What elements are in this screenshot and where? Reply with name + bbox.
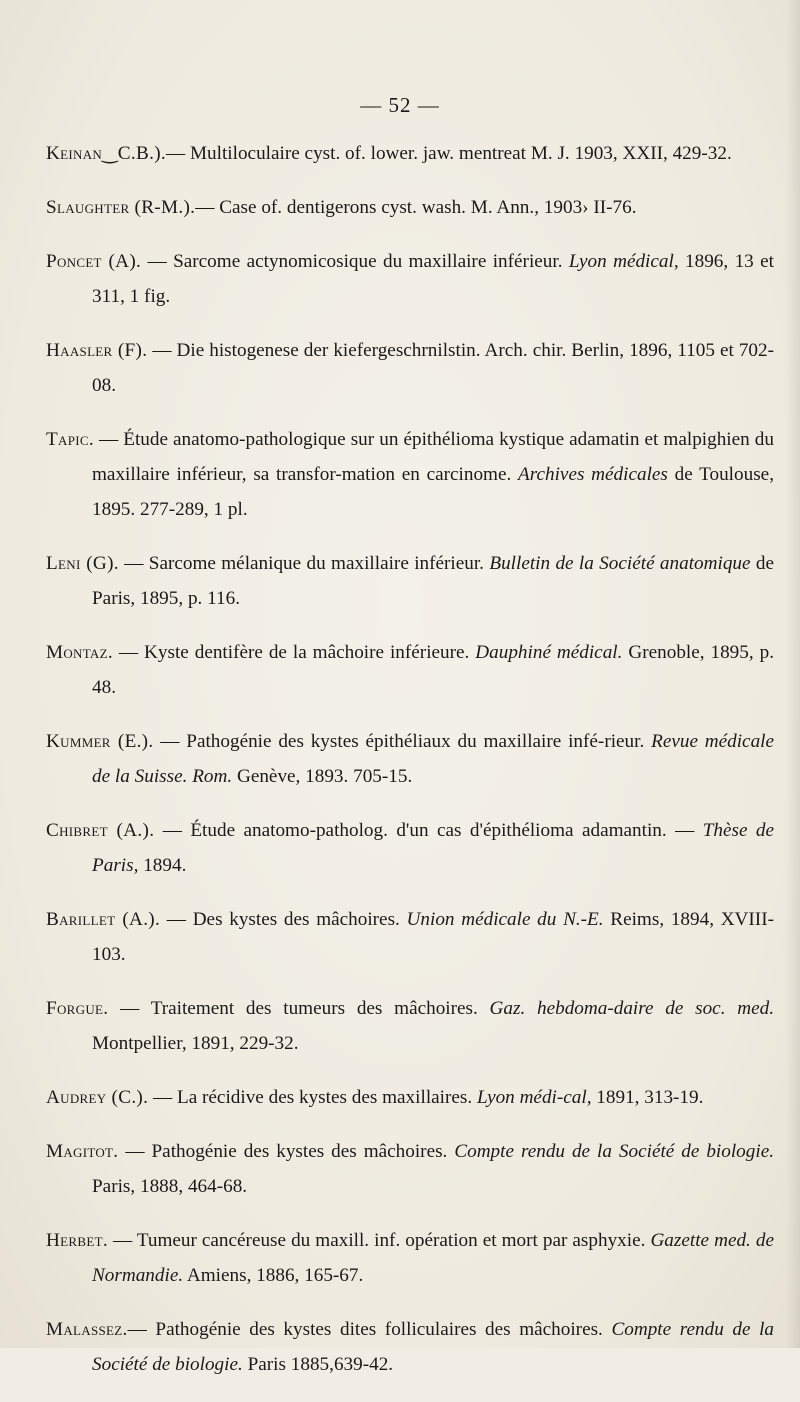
bibliography-entry xyxy=(46,191,774,226)
entry-author: Forgue. xyxy=(46,998,109,1020)
entry-journal: Dauphiné médical. xyxy=(475,642,623,664)
entry-author: Montaz. xyxy=(46,642,113,664)
bibliography-entry xyxy=(46,1224,774,1294)
entry-author: Leni (G). xyxy=(46,553,119,575)
entry-details: de Toulouse, 1895. 277-289, 1 pl. xyxy=(92,464,774,521)
bibliography-entry xyxy=(46,1135,774,1205)
entry-text: — La récidive des kystes des maxillaires. xyxy=(148,1087,477,1109)
page-number: — 52 — xyxy=(360,93,440,117)
entry-text: — Sarcome mélanique du maxillaire inférieur. xyxy=(118,553,490,575)
entry-text: — Des kystes des mâchoires. xyxy=(160,909,407,931)
entry-details: Paris, 1888, 464-68. xyxy=(92,1176,248,1198)
entry-details: de Paris, 1895, p. 116. xyxy=(92,553,774,610)
entry-author: Tapic. xyxy=(46,429,94,451)
entry-text: — Traitement des tumeurs des mâchoires. xyxy=(108,998,490,1020)
entry-journal: Compte rendu de la Société de biologie. xyxy=(454,1141,775,1163)
entry-details: 1894. xyxy=(138,855,187,877)
bibliography-entry xyxy=(46,636,774,706)
entry-author: Slaughter (R-M.). xyxy=(46,197,196,219)
bibliography-entry xyxy=(46,1081,774,1116)
entry-details: Paris 1885,639-42. xyxy=(242,1354,394,1376)
entry-author: Keinan‿C.B.). xyxy=(46,143,166,165)
entry-details: Montpellier, 1891, 229-32. xyxy=(92,1033,299,1055)
entry-journal: Gaz. hebdoma-daire de soc. med. xyxy=(489,998,774,1020)
entry-author: Audrey (C.). xyxy=(46,1087,149,1109)
entry-journal: Union médicale du N.-E. xyxy=(406,909,604,931)
entry-author: Malassez. xyxy=(46,1319,128,1341)
entry-details: Grenoble, 1895, p. 48. xyxy=(92,642,774,699)
bibliography-list xyxy=(46,118,774,1402)
entry-details: 1896, 13 et 311, 1 fig. xyxy=(92,251,774,308)
entry-text: — Étude anatomo-patholog. d'un cas d'épithélioma adamantin. — xyxy=(154,820,703,842)
entry-author: Kummer (E.). xyxy=(46,731,154,753)
entry-author: Barillet (A.). xyxy=(46,909,161,931)
entry-details: 1891, 313-19. xyxy=(591,1087,704,1109)
bibliography-entry xyxy=(46,725,774,795)
entry-journal: Gazette med. de Normandie. xyxy=(92,1230,774,1287)
entry-details: Reims, 1894, XVIII-103. xyxy=(92,909,774,966)
entry-journal: Archives médicales xyxy=(518,464,668,486)
entry-journal: Lyon médical, xyxy=(568,251,679,273)
entry-journal: Lyon médi-cal, xyxy=(476,1087,592,1109)
entry-text: — Pathogénie des kystes épithéliaux du maxillaire infé-rieur. xyxy=(153,731,652,753)
entry-author: Magitot. xyxy=(46,1141,119,1163)
entry-journal: Compte rendu de la Société de biologie. xyxy=(92,1319,775,1376)
entry-text: — Tumeur cancéreuse du maxill. inf. opération et mort par asphyxie. xyxy=(107,1230,651,1252)
entry-text: — Étude anatomo-pathologique sur un épithélioma kystique adamatin et malpighien du maxillaire inférieur, sa transfor-mation en carcinome. xyxy=(92,429,774,486)
entry-text: — Sarcome actynomicosique du maxillaire inférieur. xyxy=(141,251,569,273)
entry-details: Amiens, 1886, 165-67. xyxy=(183,1265,364,1287)
bibliography-entry xyxy=(46,992,774,1062)
bibliography-entry xyxy=(46,814,774,884)
bibliography-entry xyxy=(46,547,774,617)
page-edge-shadow xyxy=(786,0,800,1348)
bibliography-entry xyxy=(46,245,774,315)
entry-author: Haasler (F). xyxy=(46,340,148,362)
entry-author: Herbet. xyxy=(46,1230,108,1252)
entry-author: Poncet (A). xyxy=(46,251,142,273)
entry-text: — Pathogénie des kystes des mâchoires. xyxy=(118,1141,455,1163)
entry-text: — Die histogenese der kiefergeschrnilstin. Arch. chir. Berlin, 1896, 1105 et 702-08. xyxy=(92,340,774,397)
entry-journal: Bulletin de la Société anatomique xyxy=(489,553,751,575)
bibliography-entry xyxy=(46,903,774,973)
entry-text: — Pathogénie des kystes dites folliculaires des mâchoires. xyxy=(127,1319,612,1341)
entry-details: Genève, 1893. 705-15. xyxy=(232,766,413,788)
entry-journal: Revue médicale de la Suisse. Rom. xyxy=(92,731,775,788)
entry-text: — Kyste dentifère de la mâchoire inférieure. xyxy=(112,642,476,664)
bibliography-entry xyxy=(46,137,774,172)
entry-text: — Case of. dentigerons cyst. wash. M. Ann., 1903› II-76. xyxy=(195,197,637,219)
entry-journal: Thèse de Paris, xyxy=(92,820,774,877)
bibliography-entry xyxy=(46,423,774,528)
bibliography-entry xyxy=(46,1313,774,1383)
bibliography-entry xyxy=(46,334,774,404)
entry-author: Chibret (A.). xyxy=(46,820,155,842)
entry-text: — Multiloculaire cyst. of. lower. jaw. mentreat M. J. 1903, XXII, 429-32. xyxy=(166,143,732,165)
